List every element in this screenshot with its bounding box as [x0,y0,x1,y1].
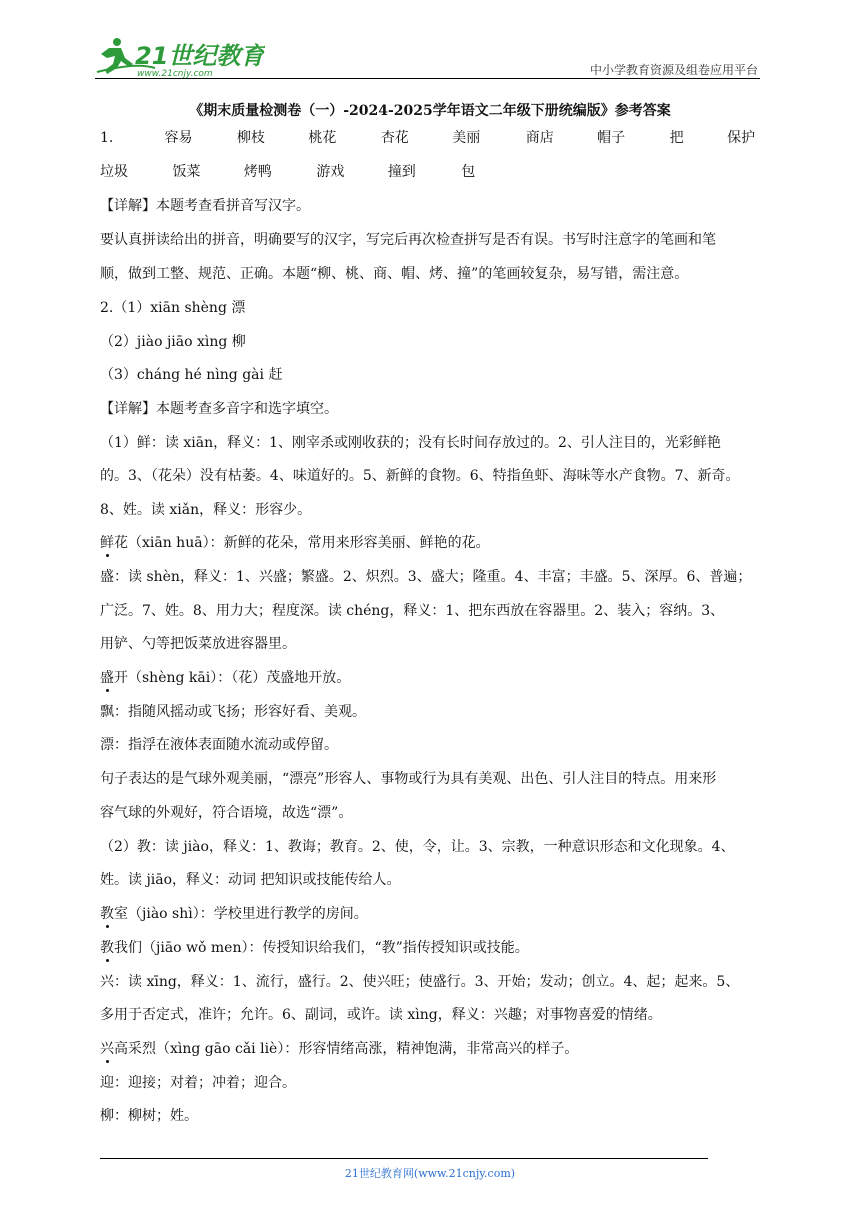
entry-text: 开（shèng kāi）：（花）茂盛地开放。 [114,670,351,686]
answer-word: 饭菜 [172,164,201,180]
liu-definition: 柳：柳树；姓。 [100,1108,198,1124]
answer-word: 容易 [164,130,193,146]
platform-name: 中小学教育资源及组卷应用平台 [589,63,758,77]
svg-text:www.21cnjy.com: www.21cnjy.com [137,69,213,78]
q2-answer-1: 2.（1）xiān shèng 漂 [100,300,246,316]
sentence-analysis-2: 容气球的外观好，符合语境，故选“漂”。 [100,805,353,821]
answer-word: 撞到 [387,164,416,180]
q1-answer-row-1 [100,129,755,147]
entry-text: 高采烈（xìng gāo cǎi liè）：形容情绪高涨，精神饱满，非常高兴的样子。 [114,1041,579,1057]
sentence-analysis-1: 句子表达的是气球外观美丽，“漂亮”形容人、事物或行为具有美观、出色、引人注目的特点。用来形 [100,771,717,787]
q1-number: 1. [100,130,114,146]
xian-definition-1: （1）鲜：读 xiān，释义：1、刚宰杀或刚收获的；没有长时间存放过的。2、引人注目的，光彩鲜艳 [100,435,721,451]
entry-text: 室（jiào shì）：学校里进行教学的房间。 [114,906,368,922]
ying-definition: 迎：迎接；对着；冲着；迎合。 [100,1075,296,1091]
q1-explanation-1: 要认真拼读给出的拼音，明确要写的汉字，写完后再次检查拼写是否有误。书写时注意字的笔画和笔 [100,232,716,248]
jiao-definition-2: 姓。读 jiāo，释义：动词 把知识或技能传给人。 [100,872,401,888]
xian-definition-3: 8、姓。读 xiǎn，释义：形容少。 [100,502,312,518]
answer-word: 包 [461,164,476,180]
sheng-definition-3: 用铲、勺等把饭菜放进容器里。 [100,636,296,652]
entry-text: 我们（jiāo wǒ men）：传授知识给我们，“教”指传授知识或技能。 [114,940,529,956]
sheng-definition-2: 广泛。7、姓。8、用力大；程度深。读 chéng，释义：1、把东西放在容器里。2、装入；容纳。3、 [100,603,725,619]
emphasis-char: 教 [100,906,114,922]
answer-word: 美丽 [452,130,481,146]
q2-answer-2: （2）jiào jiāo xìng 柳 [100,334,246,350]
answer-word: 柳枝 [236,130,265,146]
answer-word: 保护 [727,130,756,146]
jiaowo-entry [100,939,529,957]
jiao-definition-1: （2）教：读 jiào，释义：1、教诲；教育。2、使，令，让。3、宗教，一种意识形态和文化现象。4、 [100,839,735,855]
shengkai-entry [100,669,350,687]
emphasis-char: 教 [100,940,114,956]
footer-link[interactable]: 21世纪教育网(www.21cnjy.com) [344,1167,516,1180]
piao-definition-1: 飘：指随风摇动或飞扬；形容好看、美观。 [100,704,366,720]
xian-definition-2: 的。3、（花朵）没有枯萎。4、味道好的。5、新鲜的食物。6、特指鱼虾、海味等水产食物。7、新奇。 [100,468,740,484]
entry-text: 花（xiān huā）：新鲜的花朵，常用来形容美丽、鲜艳的花。 [114,535,490,551]
answer-word: 烤鸭 [243,164,272,180]
q2-detail: 【详解】本题考查多音字和选字填空。 [100,401,338,417]
xing-definition-1: 兴：读 xīng，释义：1、流行，盛行。2、使兴旺；使盛行。3、开始；发动；创立。4、起；起来。5、 [100,974,740,990]
q1-detail: 【详解】本题考查看拼音写汉字。 [100,198,310,214]
page-header [95,30,760,80]
answer-word: 游戏 [316,164,345,180]
q2-answer-3: （3）cháng hé nìng gài 赶 [100,367,283,383]
jiaoshi-entry [100,905,368,923]
emphasis-char: 兴 [100,1041,114,1057]
xing-definition-2: 多用于否定式，准许；允许。6、副词，或许。读 xìng，释义：兴趣；对事物喜爱的情绪。 [100,1007,662,1023]
svg-text:21世纪教育: 21世纪教育 [135,42,265,70]
q1-answer-row-2 [100,163,475,181]
header-divider [95,78,760,79]
piao-definition-2: 漂：指浮在液体表面随水流动或停留。 [100,737,338,753]
footer-divider [100,1158,708,1159]
answer-word: 杏花 [380,130,409,146]
q1-explanation-2: 顺，做到工整、规范、正确。本题“柳、桃、商、帽、烤、撞”的笔画较复杂，易写错，需注意。 [100,266,689,282]
answer-word: 桃花 [308,130,337,146]
site-logo [95,34,265,78]
emphasis-char: 盛 [100,670,114,686]
answer-word: 帽子 [597,130,626,146]
xinggao-entry [100,1040,578,1058]
answer-word: 把 [669,130,684,146]
sheng-definition-1: 盛：读 shèn，释义：1、兴盛；繁盛。2、炽烈。3、盛大；隆重。4、丰富；丰盛。5、深厚。6、普遍； [100,569,752,585]
emphasis-char: 鲜 [100,535,114,551]
document-title: 《期末质量检测卷（一）-2024-2025学年语文二年级下册统编版》参考答案 [189,103,671,119]
answer-word: 商店 [525,130,554,146]
xianhua-entry [100,534,490,552]
answer-word: 垃圾 [100,164,128,180]
